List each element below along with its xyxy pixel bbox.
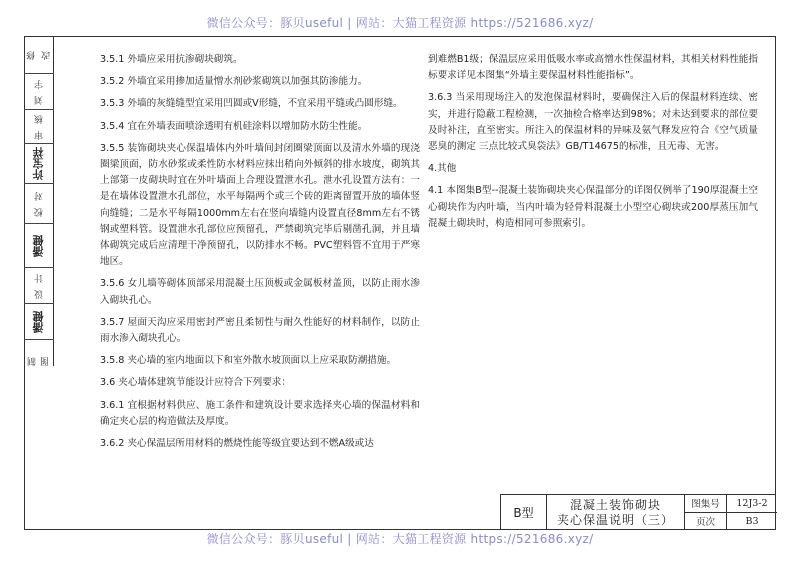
revision-label-2: 改 — [42, 49, 52, 60]
proofreader-signature: 潘健 — [32, 234, 45, 257]
page-label: 页次 — [685, 513, 727, 531]
watermark-bottom: 微信公众号：豚贝useful | 网站：大猫工程资源 https://521686.xyz/ — [206, 532, 594, 546]
designer-signature: 潘健 — [32, 310, 45, 333]
section-4-heading: 4.其他 — [428, 163, 457, 175]
review-label: 审 核 — [34, 113, 45, 140]
title-block-type: B型 — [501, 495, 547, 530]
clause-3-5-5: 3.5.5 装饰砌块夹心保温墙体内外叶墙间封闭圈梁顶面以及清水外墙的现浇圈梁顶面，防水砂浆或柔性防水材料应抹出稍向外倾斜的排水坡度，砌筑其上部第一皮砌块时宜在外叶墙面上合理设置泄水孔。泄水孔设置方法有：一是在墙体设置泄水孔部位，水平每隔两个或三个砖的距离留置开放的墙体竖向缝缝；二是水平每隔1000mm左右在竖向墙缝内设置直径8mm左右不锈钢或塑料管。设置泄水孔部位应预留孔，严禁砌筑完毕后剔凿孔洞，并且墙体砌筑完成后应清理干净预留孔，以防排水不畅。PVC塑料管不宜用于严寒地区。 — [100, 142, 420, 268]
reviewer-signature-cell — [24, 144, 54, 184]
revision-label: 修 — [27, 49, 37, 60]
clause-3-6-2: 3.6.2 夹心保温层所用材料的燃烧性能等级宜要达到不燃A级或达 — [100, 438, 374, 450]
right-text-column — [428, 52, 758, 238]
section-3-6-heading: 3.6 夹心墙体建筑节能设计应符合下列要求： — [100, 377, 291, 389]
drafting-label: 制 图 — [28, 355, 51, 366]
design-cell — [24, 268, 54, 304]
review-cell — [24, 110, 54, 144]
designer-signature-cell — [24, 304, 54, 340]
drafting-cell — [24, 340, 54, 366]
reviewer-signature: 许宝祥 — [32, 147, 45, 180]
proofreader-signature-cell — [24, 224, 54, 268]
clause-3-6-1: 3.6.1 宜根据材料供应、施工条件和建筑设计要求选择夹心墙的保温材料和确定夹心层的构造做法及厚度。 — [100, 399, 420, 427]
proofread-label: 校 对 — [34, 190, 45, 217]
title-line-2: 夹心保温说明（三） — [556, 512, 674, 527]
clause-3-5-7: 3.5.7 屋面天沟应采用密封严密且柔韧性与耐久性能好的材料制作，以防止雨水渗入砌块孔心。 — [100, 316, 420, 345]
watermark-top: 微信公众号：豚贝useful | 网站：大猫工程资源 https://521686.xyz/ — [206, 16, 594, 30]
atlas-number-value: 12J3-2 — [727, 495, 777, 513]
clause-3-5-8: 3.5.8 夹心墙的室内地面以下和室外散水坡顶面以上应采取防潮措施。 — [100, 355, 397, 367]
title-block-title — [547, 495, 685, 530]
clause-3-6-3: 3.6.3 当采用现场注入的发泡保温材料时，要确保注入后的保温材料连续、密实，并进行隐蔽工程检测，一次抽检合格率达到98%；对未达到要求的部位要及时补注，直至密实。所注入的保温材料的异味及氨气释发应符合《空气质量 恶臭的测定 三点比较式臭袋法》GB/T14675的标准，且无毒、无害。 — [428, 92, 758, 153]
left-text-column — [100, 52, 420, 458]
proofread-cell — [24, 184, 54, 224]
atlas-number-label: 图集号 — [685, 495, 727, 513]
page-value: B3 — [745, 515, 759, 527]
clause-4-1: 4.1 本图集B型--混凝土装饰砌块夹心保温部分的详图仅例举了190厚混凝土空心砌块作为内叶墙，当内叶墙为轻骨料混凝土小型空心砌块或200厚蒸压加气混凝土砌块时，构造相同可参照索引。 — [428, 185, 758, 229]
reviewer-name-cell — [24, 74, 54, 110]
reviewer-name: 刘 宇 — [34, 78, 45, 105]
title-line-1: 混凝土装饰砌块 — [569, 497, 661, 512]
clause-3-5-4: 3.5.4 宜在外墙表面喷涂透明有机硅涂料以增加防水防尘性能。 — [100, 120, 368, 132]
design-label: 设 计 — [34, 272, 45, 299]
approval-strip — [24, 36, 54, 366]
clause-3-5-2: 3.5.2 外墙宜采用掺加适量憎水剂砂浆砌筑以加强其防渗能力。 — [100, 76, 368, 88]
clause-3-6-2-continued: 到难燃B1级；保温层应采用低吸水率或高憎水性保温材料，其相关材料性能指标要求详见本图集“外墙主要保温材料性能指标”。 — [428, 54, 758, 82]
clause-3-5-1: 3.5.1 外墙应采用抗渗砌块砌筑。 — [100, 54, 243, 65]
clause-3-5-6: 3.5.6 女儿墙等砌体顶部采用混凝土压顶板或金属板材盖顶，以防止雨水渗入砌块孔心。 — [100, 278, 420, 306]
clause-3-5-3: 3.5.3 外墙的灰缝缝型宜采用凹圆或V形缝，不宜采用平缝或凸圆形缝。 — [100, 98, 403, 110]
title-block — [500, 494, 776, 530]
revision-cell — [24, 36, 54, 74]
